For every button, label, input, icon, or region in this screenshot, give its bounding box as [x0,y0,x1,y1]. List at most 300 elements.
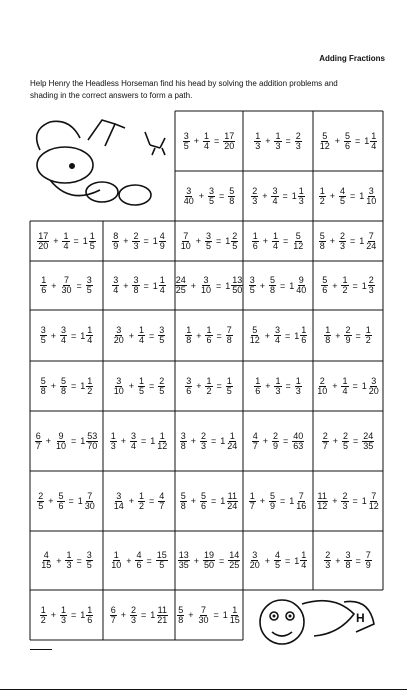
denominator: 9 [269,500,275,511]
problem-cell[interactable] [175,590,243,640]
numerator: 1 [249,490,255,501]
denominator: 6 [41,285,47,295]
whole-number: 1 [361,280,367,291]
problem-cell[interactable] [243,261,313,310]
numerator: 7 [368,230,374,241]
addend-fraction [40,326,47,345]
plus-sign: + [332,436,338,446]
numerator: 2 [345,325,351,335]
numerator: 3 [249,275,255,285]
problem-cell[interactable] [103,310,175,361]
numerator: 1 [60,604,66,615]
problem-cell[interactable] [175,531,243,590]
denominator: 3 [130,614,136,625]
answer-fraction [365,187,377,206]
numerator: 15 [156,550,167,560]
problem-cell[interactable] [243,310,313,361]
plus-sign: + [45,436,51,446]
denominator: 20 [368,385,379,396]
plus-sign: + [193,555,199,566]
addend-fraction [251,187,258,206]
numerator: 1 [63,230,69,241]
numerator: 5 [60,375,66,386]
addend-fraction [138,377,145,396]
denominator: 2 [206,385,212,396]
addend-fraction [341,377,348,396]
equals-sign: = [280,280,286,291]
answer-fraction [86,606,93,625]
equals-sign: = [355,330,361,341]
addend-fraction [138,492,145,511]
problem-cell[interactable] [243,221,313,261]
problem-cell[interactable] [30,310,103,361]
problem-cell[interactable] [103,221,175,261]
denominator: 63 [293,440,304,451]
numerator: 5 [40,375,46,386]
denominator: 3 [275,140,281,151]
addend-fraction [175,276,187,295]
problem-cell[interactable] [30,590,103,640]
addend-fraction [324,326,331,345]
numerator: 5 [269,490,275,501]
denominator: 3 [339,240,345,251]
numerator: 3 [274,325,280,335]
addend-fraction [180,492,187,511]
equals-sign: = [149,330,155,341]
addend-fraction [180,232,192,251]
numerator: 13 [232,275,243,285]
plus-sign: + [120,436,126,446]
plus-sign: + [196,381,202,391]
answer-fraction [228,551,240,570]
head-mascot-illustration [244,584,384,654]
answer-fraction [368,276,375,295]
addend-fraction [316,492,328,511]
problem-cell[interactable] [30,411,103,471]
whole-number: 1 [80,610,86,620]
numerator: 1 [232,604,238,615]
plus-sign: + [262,436,268,446]
numerator: 1 [371,130,377,141]
addend-fraction [274,326,281,345]
denominator: 4 [342,385,348,396]
answer-fraction [159,232,166,251]
answer-fraction [226,432,238,451]
answer-fraction [365,326,372,345]
numerator: 9 [58,430,64,441]
whole-number: 1 [361,496,367,506]
plus-sign: + [332,381,338,391]
plus-sign: + [123,236,129,246]
addend-fraction [249,276,256,295]
numerator: 1 [252,230,258,241]
answer-fraction [295,377,302,396]
addend-fraction [269,276,276,295]
numerator: 1 [226,375,232,386]
equals-sign: = [76,280,82,291]
numerator: 3 [272,185,278,196]
plus-sign: + [264,330,270,341]
numerator: 1 [66,550,72,560]
answer-fraction [298,187,305,206]
numerator: 1 [301,550,307,560]
addend-fraction [249,551,261,570]
equals-sign: = [76,555,82,566]
denominator: 3 [295,385,301,396]
answer-fraction [370,132,377,151]
numerator: 3 [40,325,46,335]
denominator: 4 [138,335,144,345]
plus-sign: + [128,330,134,341]
numerator: 1 [159,430,165,441]
equals-sign: = [352,280,358,291]
addend-fraction [183,187,195,206]
numerator: 4 [43,550,49,560]
answer-fraction [300,551,307,570]
denominator: 35 [363,440,374,451]
denominator: 2 [342,285,348,295]
denominator: 8 [60,385,66,396]
problem-cell[interactable] [30,361,103,411]
denominator: 20 [113,335,124,345]
denominator: 5 [249,285,255,295]
denominator: 70 [87,440,98,451]
problem-cell[interactable] [30,531,103,590]
denominator: 30 [198,614,209,625]
addend-fraction [208,187,215,206]
problem-cell[interactable] [313,471,383,531]
denominator: 12 [317,500,328,511]
addend-fraction [110,606,117,625]
addend-fraction [37,492,44,511]
answer-fraction [365,551,372,570]
problem-cell[interactable] [103,361,175,411]
problem-cell[interactable] [313,310,383,361]
problem-cell[interactable] [30,261,103,310]
numerator: 2 [38,490,44,501]
problem-cell[interactable] [313,411,383,471]
answer-fraction [226,492,238,511]
equals-sign: = [71,381,77,391]
denominator: 2 [138,500,144,511]
denominator: 2 [40,614,46,625]
equals-sign: = [355,136,361,146]
denominator: 10 [113,385,124,396]
addend-fraction [60,276,72,295]
numerator: 3 [186,375,192,386]
problem-cell[interactable] [175,361,243,411]
svg-text:H: H [356,611,365,625]
addend-fraction [339,187,346,206]
numerator: 1 [272,230,278,241]
numerator: 5 [178,604,184,615]
denominator: 8 [269,285,275,295]
addend-fraction [110,432,117,451]
denominator: 9 [365,560,371,570]
numerator: 24 [363,430,374,441]
numerator: 7 [200,604,206,615]
numerator: 5 [200,490,206,501]
numerator: 1 [87,325,93,335]
addend-fraction [203,132,210,151]
plus-sign: + [50,381,56,391]
problem-cell[interactable] [313,111,383,171]
numerator: 40 [293,430,304,441]
plus-sign: + [332,280,338,291]
problem-cell[interactable] [313,361,383,411]
denominator: 3 [200,440,206,451]
denominator: 7 [322,440,328,451]
problem-cell[interactable] [243,531,313,590]
whole-number: 1 [80,381,86,391]
equals-sign: = [143,236,149,246]
addend-fraction [60,377,67,396]
whole-number: 1 [152,236,158,246]
addend-fraction [316,377,328,396]
answer-fraction [295,276,307,295]
addend-fraction [112,276,119,295]
plus-sign: + [123,280,129,291]
denominator: 5 [183,140,189,151]
addend-fraction [319,232,326,251]
equals-sign: = [214,136,220,146]
whole-number: 1 [222,610,228,620]
denominator: 6 [58,500,64,511]
plus-sign: + [259,280,265,291]
problem-cell[interactable] [30,471,103,531]
addend-fraction [249,326,261,345]
numerator: 4 [159,490,165,501]
problem-cell[interactable] [175,221,243,261]
numerator: 2 [232,230,238,241]
answer-fraction [229,606,241,625]
plus-sign: + [335,555,341,566]
equals-sign: = [280,496,286,506]
addend-fraction [110,551,122,570]
denominator: 7 [249,500,255,511]
whole-number: 1 [80,436,86,446]
denominator: 10 [55,440,66,451]
numerator: 1 [159,275,165,285]
addend-fraction [321,276,328,295]
addend-fraction [254,377,261,396]
plus-sign: + [196,330,202,341]
denominator: 5 [159,335,165,345]
numerator: 6 [110,604,116,615]
numerator: 6 [35,430,41,441]
problem-cell[interactable] [103,411,175,471]
denominator: 4 [159,285,165,295]
plus-sign: + [50,610,56,620]
problem-cell[interactable] [30,221,103,261]
denominator: 40 [296,285,307,295]
addend-fraction [272,232,279,251]
denominator: 3 [66,560,72,570]
problem-cell[interactable] [243,471,313,531]
addend-fraction [112,232,119,251]
problem-cell[interactable] [175,471,243,531]
problem-cell[interactable] [103,590,175,640]
addend-fraction [254,132,261,151]
addend-fraction [40,551,52,570]
problem-cell[interactable] [313,261,383,310]
equals-sign: = [216,280,222,291]
problem-cell[interactable] [313,171,383,221]
whole-number: 1 [294,330,300,341]
denominator: 24 [227,500,238,511]
denominator: 7 [159,500,165,511]
equals-sign: = [283,236,289,246]
addend-fraction [200,432,207,451]
equals-sign: = [149,381,155,391]
denominator: 12 [293,240,304,251]
denominator: 3 [295,140,301,151]
numerator: 9 [298,275,304,285]
equals-sign: = [71,610,77,620]
addend-fraction [344,132,351,151]
equals-sign: = [71,330,77,341]
numerator: 1 [319,185,325,196]
plus-sign: + [198,191,204,201]
numerator: 1 [325,325,331,335]
numerator: 1 [110,430,116,441]
addend-fraction [40,606,47,625]
numerator: 3 [133,275,139,285]
problem-cell[interactable] [103,471,175,531]
problem-cell[interactable] [175,261,243,310]
numerator: 3 [183,130,189,141]
numerator: 2 [342,430,348,441]
equals-sign: = [211,496,217,506]
answer-fraction [158,326,165,345]
denominator: 9 [345,335,351,345]
denominator: 10 [111,560,122,570]
denominator: 3 [133,240,139,251]
denominator: 4 [113,285,119,295]
plus-sign: + [128,381,134,391]
denominator: 5 [38,500,44,511]
equals-sign: = [285,381,291,391]
numerator: 3 [116,490,122,501]
numerator: 4 [159,230,165,241]
problem-cell[interactable] [175,310,243,361]
addend-fraction [113,377,125,396]
numerator: 4 [339,185,345,196]
denominator: 4 [87,335,93,345]
denominator: 5 [226,385,232,396]
problem-cell[interactable] [313,221,383,261]
numerator: 1 [342,375,348,386]
equals-sign: = [219,191,225,201]
numerator: 14 [229,550,240,560]
problem-cell[interactable] [175,171,243,221]
equals-sign: = [282,191,288,201]
equals-sign: = [285,555,291,566]
answer-fraction [89,232,96,251]
numerator: 5 [252,325,258,335]
denominator: 5 [86,285,92,295]
equals-sign: = [141,610,147,620]
addend-fraction [180,432,187,451]
numerator: 3 [116,375,122,386]
denominator: 4 [272,195,278,206]
numerator: 5 [344,130,350,141]
addend-fraction [132,232,139,251]
denominator: 5 [232,240,238,251]
denominator: 30 [61,285,72,295]
numerator: 1 [365,325,371,335]
whole-number: 1 [364,136,370,146]
answer-fraction [226,326,233,345]
problem-cell[interactable] [243,111,313,171]
addend-fraction [62,232,69,251]
whole-number: 1 [225,280,231,291]
problem-cell[interactable] [103,261,175,310]
answer-fraction [159,276,166,295]
addend-fraction [57,492,64,511]
equals-sign: = [216,381,222,391]
numerator: 1 [138,490,144,501]
numerator: 8 [113,230,119,241]
addend-fraction [200,276,212,295]
denominator: 4 [274,335,280,345]
numerator: 1 [255,130,261,141]
plus-sign: + [190,436,196,446]
equals-sign: = [353,436,359,446]
problem-cell[interactable] [175,411,243,471]
equals-sign: = [143,280,149,291]
numerator: 1 [298,185,304,196]
equals-sign: = [285,330,291,341]
denominator: 5 [274,560,280,570]
equals-sign: = [355,555,361,566]
problem-cell[interactable] [243,411,313,471]
equals-sign: = [211,436,217,446]
numerator: 5 [322,275,328,285]
denominator: 3 [298,195,304,206]
denominator: 24 [227,440,238,451]
addend-fraction [138,326,145,345]
numerator: 1 [301,325,307,335]
addend-fraction [319,132,331,151]
whole-number: 1 [77,496,83,506]
addend-fraction [344,551,351,570]
page-bottom-rule [0,689,407,690]
addend-fraction [113,492,125,511]
addend-fraction [269,492,276,511]
answer-fraction [158,377,165,396]
answer-fraction [84,492,96,511]
numerator: 1 [295,375,301,386]
problem-cell[interactable] [313,531,383,590]
equals-sign: = [213,610,219,620]
problem-cell[interactable] [175,111,243,171]
denominator: 4 [60,335,66,345]
problem-cell[interactable] [243,171,313,221]
equals-sign: = [216,330,222,341]
addend-fraction [271,187,278,206]
addend-fraction [197,606,209,625]
denominator: 15 [41,560,52,570]
numerator: 2 [272,430,278,441]
denominator: 35 [178,560,189,570]
numerator: 3 [180,430,186,441]
denominator: 6 [322,285,328,295]
problem-cell[interactable] [103,531,175,590]
denominator: 4 [203,140,209,151]
addend-fraction [274,377,281,396]
problem-cell[interactable] [243,361,313,411]
